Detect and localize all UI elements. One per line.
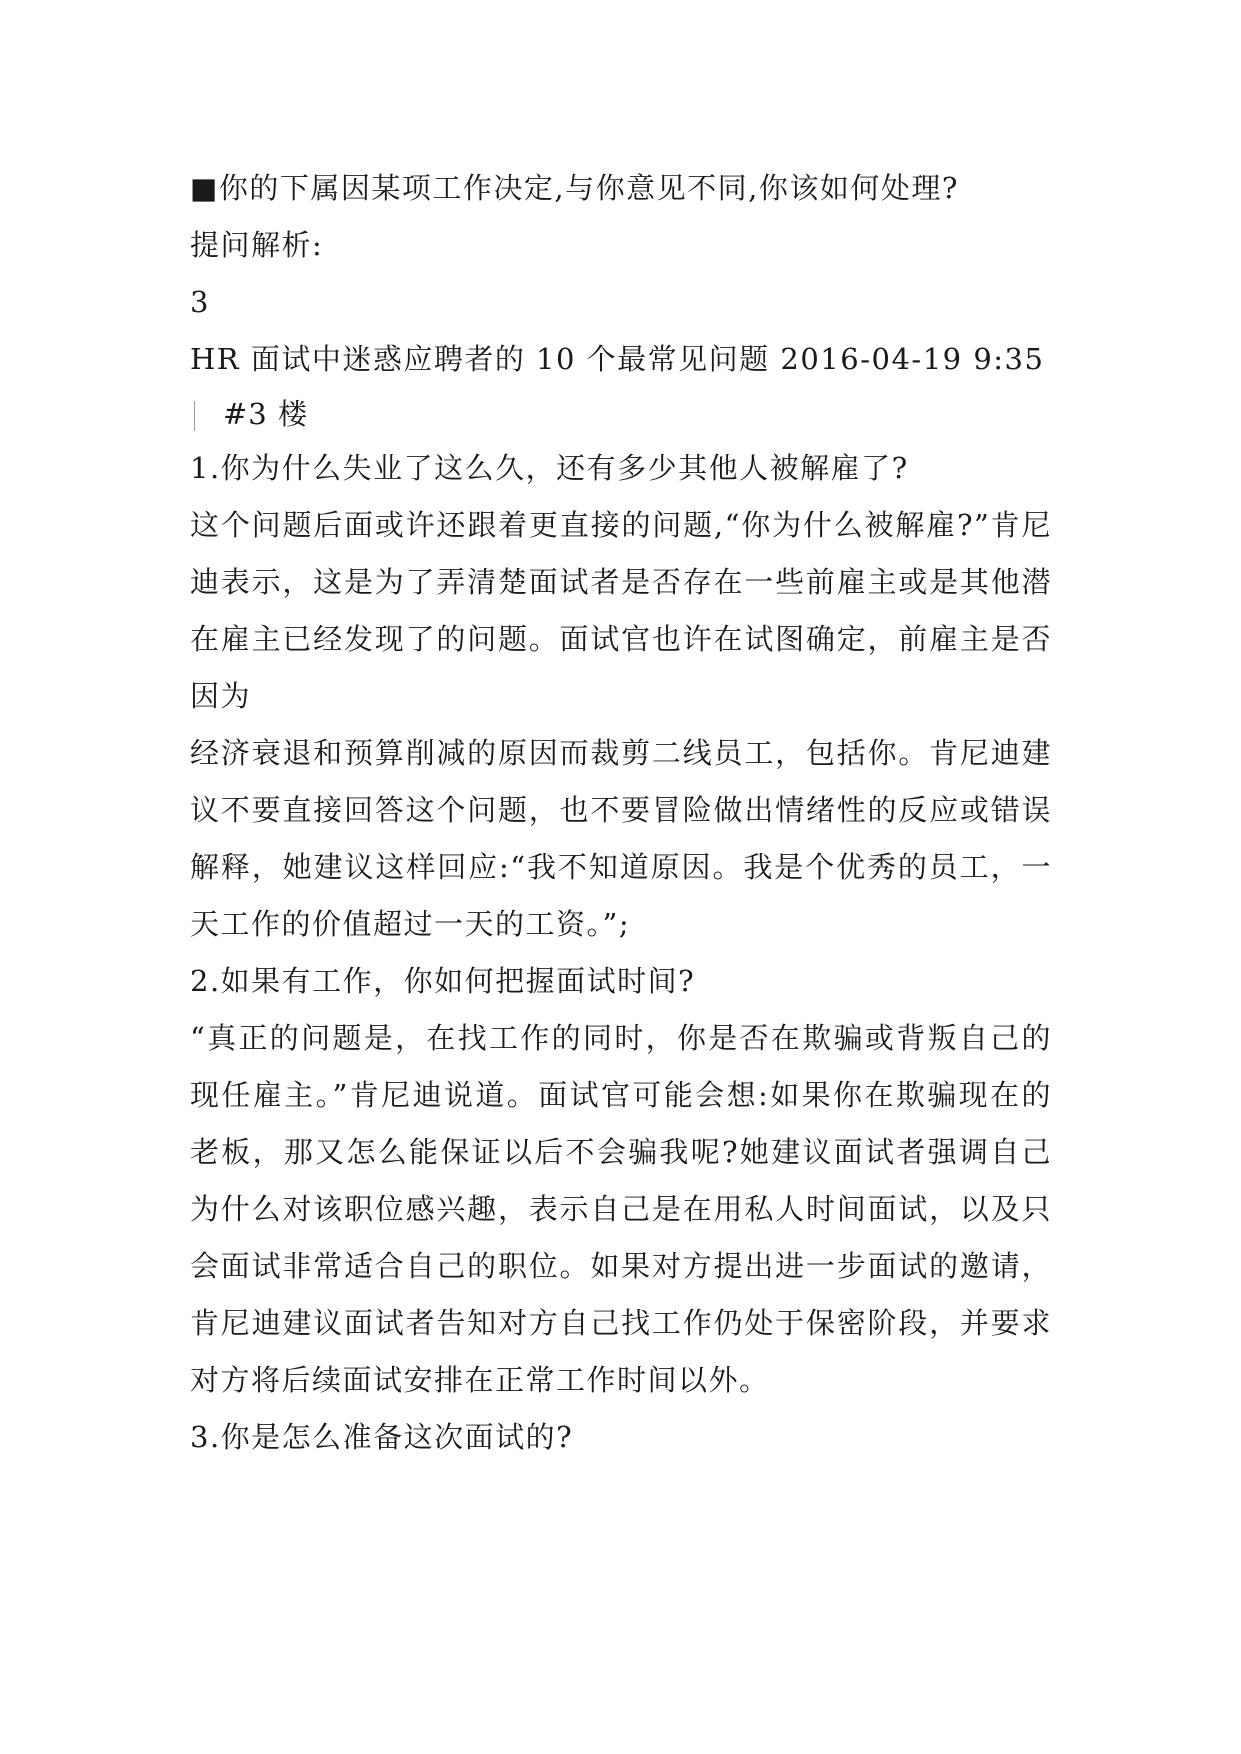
analysis-label: 提问解析:: [190, 228, 324, 262]
question-2-title: 2.如果有工作，你如何把握面试时间?: [190, 964, 696, 998]
question-1-body-a: 这个问题后面或许还跟着更直接的问题,“你为什么被解雇?”肯尼迪表示，这是为了弄清楚面试者是否存在一些前雇主或是其他潜在雇主已经发现了的问题。面试官也许在试图确定，前雇主是否因为: [190, 508, 1052, 713]
separator-bar: [194, 401, 195, 431]
question-1-title: 1.你为什么失业了这么久，还有多少其他人被解雇了?: [190, 451, 909, 485]
question-2-body: “真正的问题是，在找工作的同时，你是否在欺骗或背叛自己的现任雇主。”肯尼迪说道。面试官可能会想:如果你在欺骗现在的老板，那又怎么能保证以后不会骗我呢?她建议面试者强调自己为什么对该职位感兴趣，表示自己是在用私人时间面试，以及只会面试非常适合自己的职位。如果对方提出进一步面试的邀请，肯尼迪建议面试者告知对方自己找工作仍处于保密阶段，并要求对方将后续面试安排在正常工作时间以外。: [190, 1021, 1052, 1397]
subordinate-question: ■你的下属因某项工作决定,与你意见不同,你该如何处理?: [190, 171, 959, 205]
question-1-body-b: 经济衰退和预算削减的原因而裁剪二线员工，包括你。肯尼迪建议不要直接回答这个问题，也不要冒险做出情绪性的反应或错误解释，她建议这样回应:“我不知道原因。我是个优秀的员工，一天工作的价值超过一天的工资。”;: [190, 736, 1052, 941]
document-page: [190, 160, 1052, 1466]
page-number: 3: [190, 285, 210, 319]
floor-label: #3 楼: [223, 397, 308, 431]
article-title: HR 面试中迷惑应聘者的 10 个最常见问题 2016-04-19 9:35: [190, 342, 1045, 376]
question-3-title: 3.你是怎么准备这次面试的?: [190, 1420, 574, 1454]
post-meta: [190, 388, 1052, 440]
